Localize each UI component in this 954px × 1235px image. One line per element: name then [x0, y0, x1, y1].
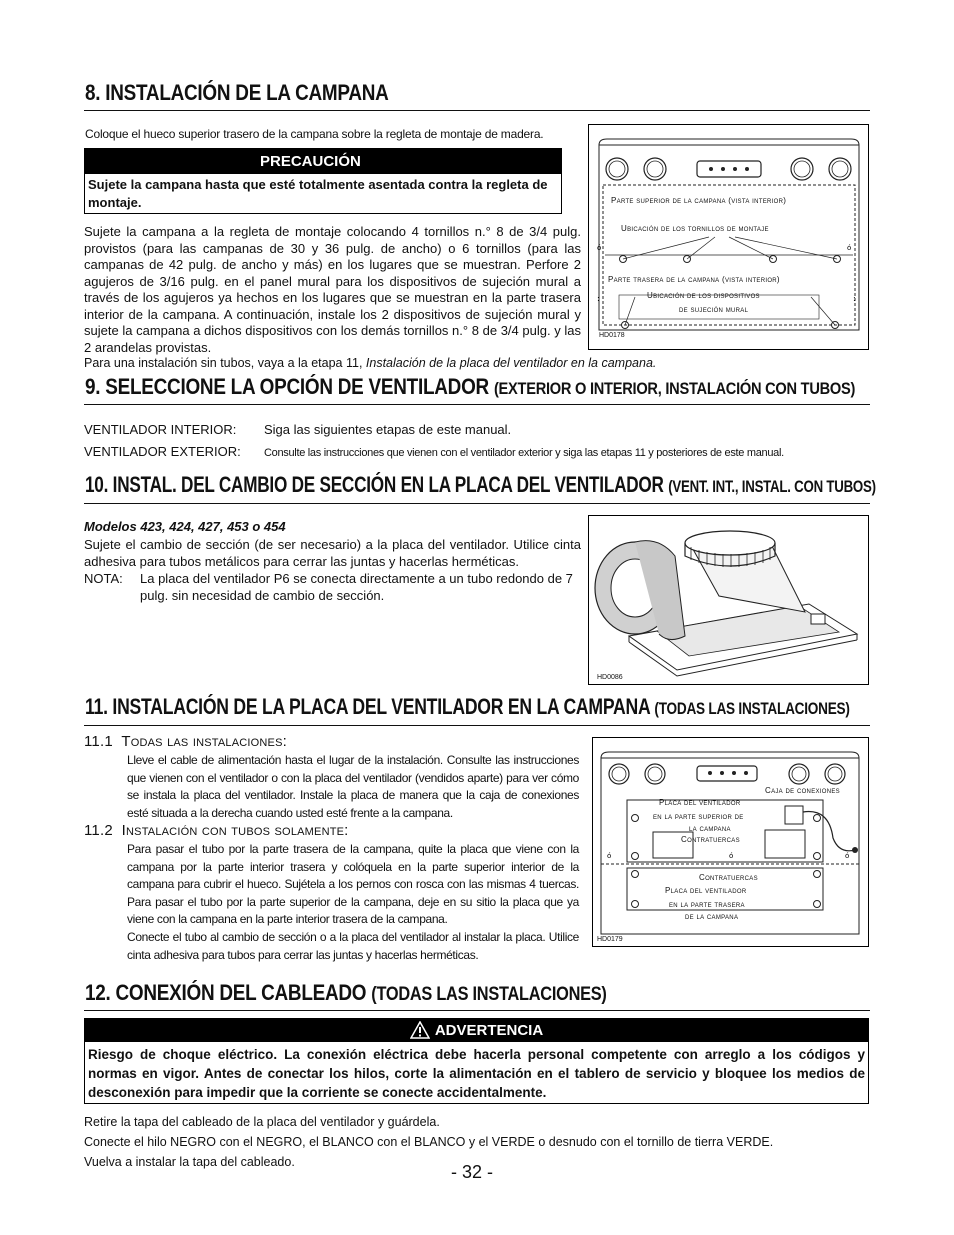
subsection-11-1-text: Lleve el cable de alimentación hasta el lugar de la instalación. Consulte las instrucciones que vienen con el ventilador o con la placa del ventilador (vendidos aparte) para ver cómo se instala la placa del ventilador. Instale la placa de manera que la caja de conexiones esté situada a la derecha cuando usted esté frente a la campana.	[127, 753, 579, 820]
caution-body	[84, 174, 562, 214]
section-8-note-prefix: Para una instalación sin tubos, vaya a la etapa 11,	[84, 356, 366, 370]
section-9-title	[85, 374, 855, 400]
section-10-note-text: La placa del ventilador P6 se conecta directamente a un tubo redondo de 7 pulg. sin necesidad de cambio de sección.	[140, 571, 573, 603]
section-11-title-main: 11. INSTALACIÓN DE LA PLACA DEL VENTILADOR EN LA CAMPANA	[85, 694, 650, 719]
fig-label-top-view: Parte superior de la campana (vista interior)	[611, 196, 787, 205]
wiring-step-2: Conecte el hilo NEGRO con el NEGRO, el BLANCO con el BLANCO y el VERDE o desnudo con el tornillo de tierra VERDE.	[84, 1135, 774, 1149]
section-9-title-main: 9. SELECCIONE LA OPCIÓN DE VENTILADOR	[85, 374, 489, 399]
caution-title: PRECAUCIÓN	[260, 152, 361, 170]
section-10-title-main: 10. INSTAL. DEL CAMBIO DE SECCIÓN EN LA PLACA DEL VENTILADOR	[85, 472, 664, 497]
fan-exterior-label: VENTILADOR EXTERIOR:	[84, 444, 241, 459]
warning-triangle-icon	[410, 1021, 430, 1039]
warning-body	[84, 1042, 869, 1104]
subsection-11-1-num: 11.1	[84, 733, 113, 750]
section-12-title	[85, 980, 607, 1006]
wiring-step-3: Vuelva a instalar la tapa del cableado.	[84, 1155, 295, 1169]
figure-code-hd0086: HD0086	[597, 674, 623, 681]
svg-text:ó: ó	[597, 244, 602, 252]
fig-label-locknuts-1: Contratuercas	[681, 835, 740, 844]
figure-code-hd0178: HD0178	[599, 332, 625, 339]
section-12-rule	[84, 1010, 870, 1011]
wiring-step-1: Retire la tapa del cableado de la placa del ventilador y guárdela.	[84, 1115, 440, 1129]
svg-text:ó: ó	[729, 852, 734, 860]
warning-text: Riesgo de choque eléctrico. La conexión eléctrica debe hacerla personal competente con arreglo a los códigos y normas en vigor. Antes de conectar los hilos, corte la alimentación en el tablero de servicio y bloquee los medios de desconexión para impedir que la corriente se conecte accidentalmente.	[88, 1047, 865, 1100]
caution-text: Sujete la campana hasta que esté totalmente asentada contra la regleta de montaje.	[88, 177, 548, 210]
fig-label-screws: Ubicación de los tornillos de montaje	[621, 224, 769, 233]
caution-header	[84, 148, 562, 174]
fig-label-junction-box: Caja de conexiones	[765, 786, 840, 795]
subsection-11-1-title: Todas las instalaciones:	[121, 733, 287, 750]
section-9-rule	[84, 404, 870, 405]
subsection-11-2-title: Instalación con tubos solamente:	[121, 822, 349, 839]
section-8-rule	[84, 110, 870, 111]
subsection-11-1-heading	[84, 733, 287, 750]
figure-code-hd0179: HD0179	[597, 936, 623, 943]
svg-text:ó: ó	[607, 852, 612, 860]
figure-hood-mounting	[588, 124, 869, 350]
section-8-title: 8. INSTALACIÓN DE LA CAMPANA	[85, 80, 389, 105]
figure-fan-plate	[592, 737, 869, 947]
section-9-subtitle: (EXTERIOR O INTERIOR, INSTALACIÓN CON TUBOS)	[493, 379, 856, 398]
subsection-11-2-text2: Conecte el tubo al cambio de sección o a la placa del ventilador al instalar la placa. Utilice cinta adhesiva para tubos para cerrar las juntas y hacerlas herméticas.	[127, 930, 579, 962]
section-10-rule	[84, 503, 870, 504]
section-8-note	[84, 355, 804, 372]
hood-mounting-drawing	[589, 125, 868, 349]
fig-label-plate-top-1: Placa del ventilador	[659, 798, 741, 807]
fig-label-plate-back-1: Placa del ventilador	[665, 886, 747, 895]
fan-exterior-text: Consulte las instrucciones que vienen con el ventilador exterior y siga las etapas 11 y posteriores de este manual.	[264, 447, 784, 459]
fig-label-plate-back-3: de la campana	[685, 912, 739, 921]
section-8-note-italic: Instalación de la placa del ventilador en la campana.	[365, 356, 657, 370]
fig-label-plate-back-2: en la parte trasera	[669, 900, 745, 909]
fan-interior-label: VENTILADOR INTERIOR:	[84, 422, 237, 437]
section-12-title-main: 12. CONEXIÓN DEL CABLEADO	[85, 980, 367, 1005]
fig-label-wall-devices: Ubicación de los dispositivos	[647, 291, 760, 300]
svg-text:ó: ó	[845, 852, 850, 860]
figure-transition-duct	[588, 515, 869, 685]
section-11-rule	[84, 725, 870, 726]
section-10-body: Sujete el cambio de sección (de ser necesario) a la placa del ventilador. Utilice cinta adhesiva para tubos metálicos para cerrar las juntas y hacerlas herméticas.	[84, 537, 581, 569]
fig-label-plate-top-2: en la parte superior de	[653, 812, 744, 821]
transition-duct-drawing	[589, 516, 868, 684]
section-10-models: Modelos 423, 424, 427, 453 o 454	[84, 519, 286, 534]
fan-interior-text: Siga las siguientes etapas de este manual.	[264, 422, 512, 437]
svg-text:ó: ó	[847, 244, 852, 252]
section-8-intro: Coloque el hueco superior trasero de la campana sobre la regleta de montaje de madera.	[85, 127, 544, 141]
section-10-title	[85, 472, 876, 498]
fig-label-locknuts-2: Contratuercas	[699, 873, 758, 882]
section-11-title	[85, 694, 850, 720]
page-number: - 32 -	[451, 1162, 494, 1182]
fig-label-wall-devices-2: de sujeción mural	[679, 305, 749, 314]
svg-text::: :	[597, 294, 600, 303]
section-8-body: Sujete la campana a la regleta de montaje colocando 4 tornillos n.° 8 de 3/4 pulg. provistos (para las campanas de 30 y 36 pulg. de ancho) o 6 tornillos (para las campanas de 42 pulg. de ancho y más) en los lugares que se muestran. Perfore 2 agujeros de 3/16 pulg. en el panel mural para los dispositivos de sujeción mural a través de los agujeros ya hechos en los lugares que se muestran en la parte trasera interior de la campana. A continuación, instale los 2 dispositivos de sujeción mural y sujete la campana a dichos dispositivos con los demás tornillos n.° 8 de 3/4 pulg. y las 2 arandelas provistas.	[84, 224, 581, 355]
warning-title: ADVERTENCIA	[434, 1021, 544, 1039]
warning-header	[84, 1018, 869, 1042]
section-10-note-label: NOTA:	[84, 571, 123, 586]
subsection-11-2-text: Para pasar el tubo por la parte trasera de la campana, quite la placa que viene con la campana por la parte interior trasera y colóquela en la parte superior interior de la campana para cubrir el hueco. Sujétela a los pernos con rosca con las mismas 4 tuercas. Para pasar el tubo por la parte superior de la campana, deje en su sitio la placa que ya viene con la campana en la parte interior trasera de la campana.	[127, 842, 579, 926]
fig-label-back-view: Parte trasera de la campana (vista interior)	[608, 275, 780, 284]
section-10-subtitle: (VENT. INT., INSTAL. CON TUBOS)	[668, 477, 876, 496]
svg-text::: :	[853, 294, 856, 303]
subsection-11-2-heading	[84, 822, 349, 839]
section-12-subtitle: (TODAS LAS INSTALACIONES)	[371, 984, 607, 1005]
subsection-11-2-num: 11.2	[84, 822, 113, 839]
fig-label-plate-top-3: la campana	[689, 824, 731, 833]
section-11-subtitle: (TODAS LAS INSTALACIONES)	[654, 699, 850, 718]
